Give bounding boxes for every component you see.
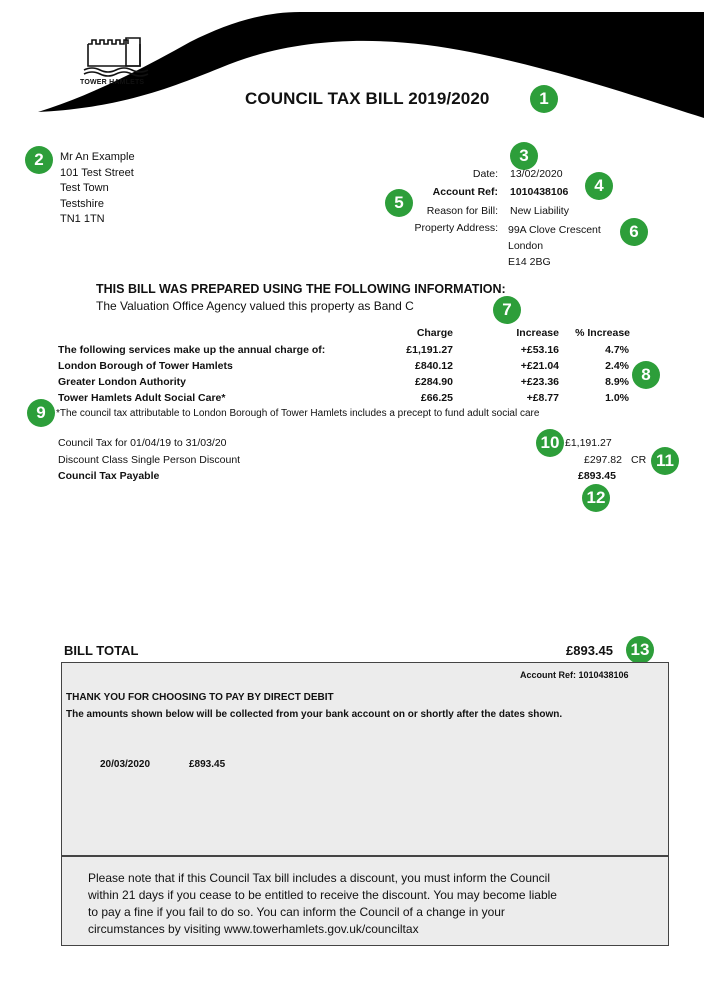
marker-badge-3: 3 [510, 142, 538, 170]
row-pct: 4.7% [605, 344, 629, 356]
adult-social-care-footnote: *The council tax attributable to London Borough of Tower Hamlets includes a precept to fund adult social care [56, 408, 540, 419]
council-tax-period-label: Council Tax for 01/04/19 to 31/03/20 [58, 437, 227, 449]
addressee-line: Testshire [60, 197, 105, 210]
notice-line: to pay a fine if you fail to do so. You can inform the Council of a change in your [88, 905, 505, 919]
council-tax-period-value: £1,191.27 [565, 437, 612, 449]
row-charge: £66.25 [420, 392, 453, 404]
date-label: Date: [472, 168, 498, 180]
date-value: 13/02/2020 [510, 168, 563, 180]
marker-badge-11: 11 [651, 447, 679, 475]
row-label: Tower Hamlets Adult Social Care* [58, 392, 226, 404]
discount-value: £297.82 [584, 454, 622, 466]
addressee-line: 101 Test Street [60, 166, 134, 179]
row-pct: 1.0% [605, 392, 629, 404]
row-increase: +£21.04 [520, 360, 559, 372]
notice-line: within 21 days if you cease to be entitled to receive the discount. You may become liable [88, 888, 557, 902]
property-address-label: Property Address: [414, 222, 498, 234]
table-row [58, 376, 638, 392]
charges-table [58, 344, 638, 408]
increase-column-header: Increase [516, 327, 559, 339]
discount-label: Discount Class Single Person Discount [58, 454, 241, 466]
row-pct: 8.9% [605, 376, 629, 388]
discount-credit-marker: CR [631, 454, 647, 466]
row-label: London Borough of Tower Hamlets [58, 360, 233, 372]
logo-text: TOWER HAMLETS [80, 79, 145, 86]
council-tax-payable-label: Council Tax Payable [58, 470, 160, 482]
marker-badge-5: 5 [385, 189, 413, 217]
prepared-heading: THIS BILL WAS PREPARED USING THE FOLLOWING INFORMATION: [96, 282, 506, 296]
charge-column-header: Charge [416, 327, 453, 339]
discount-notice [88, 870, 557, 938]
table-row [58, 392, 638, 408]
reason-value: New Liability [510, 205, 569, 217]
addressee-line: Mr An Example [60, 151, 135, 163]
bill-total-value: £893.45 [566, 643, 613, 658]
addressee-block [60, 150, 135, 228]
marker-badge-4: 4 [585, 172, 613, 200]
table-row [58, 360, 638, 376]
row-increase: +£8.77 [526, 392, 559, 404]
addressee-line: Test Town [60, 182, 109, 194]
bill-account-ref: Account Ref: 1010438106 [520, 670, 629, 680]
marker-badge-8: 8 [632, 361, 660, 389]
row-increase: +£23.36 [520, 376, 559, 388]
property-address-value [508, 222, 601, 270]
pct-increase-column-header: % Increase [575, 327, 630, 339]
direct-debit-text: The amounts shown below will be collected from your bank account on or shortly after the dates shown. [66, 709, 563, 720]
marker-badge-1: 1 [530, 85, 558, 113]
property-address-line: London [508, 240, 544, 252]
marker-badge-2: 2 [25, 146, 53, 174]
row-charge: £840.12 [415, 360, 453, 372]
row-increase: +£53.16 [520, 344, 559, 356]
payment-date: 20/03/2020 [100, 759, 151, 770]
payment-amount: £893.45 [189, 759, 226, 770]
row-label: Greater London Authority [58, 376, 186, 388]
row-charge: £1,191.27 [406, 344, 453, 356]
direct-debit-heading: THANK YOU FOR CHOOSING TO PAY BY DIRECT DEBIT [66, 692, 334, 703]
addressee-line: TN1 1TN [60, 213, 105, 225]
valuation-band-text: The Valuation Office Agency valued this property as Band C [96, 299, 414, 313]
table-row [58, 344, 638, 360]
bill-title: COUNCIL TAX BILL 2019/2020 [245, 89, 490, 108]
marker-badge-6: 6 [620, 218, 648, 246]
row-pct: 2.4% [605, 360, 629, 372]
row-label: The following services make up the annual charge of: [58, 344, 326, 356]
property-address-line: E14 2BG [508, 256, 551, 268]
row-charge: £284.90 [415, 376, 453, 388]
reason-label: Reason for Bill: [426, 205, 498, 217]
notice-line: circumstances by visiting www.towerhamlets.gov.uk/counciltax [88, 922, 419, 936]
notice-line: Please note that if this Council Tax bill includes a discount, you must inform the Council [88, 871, 551, 885]
council-tax-payable-value: £893.45 [578, 470, 616, 482]
account-ref-value: 1010438106 [510, 186, 569, 198]
marker-badge-9: 9 [27, 399, 55, 427]
tower-hamlets-logo [82, 36, 152, 78]
marker-badge-10: 10 [536, 429, 564, 457]
marker-badge-12: 12 [582, 484, 610, 512]
marker-badge-13: 13 [626, 636, 654, 664]
account-ref-label: Account Ref: [432, 186, 498, 198]
bill-total-label: BILL TOTAL [64, 643, 139, 658]
marker-badge-7: 7 [493, 296, 521, 324]
property-address-line: 99A Clove Crescent [508, 224, 601, 236]
